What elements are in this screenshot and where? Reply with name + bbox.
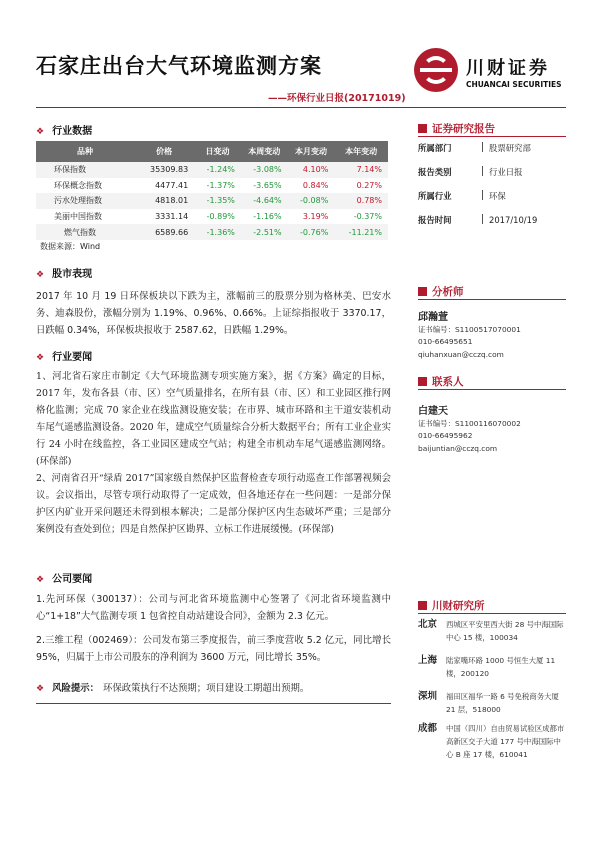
company-news-item-1: 1.先河环保（300137）：公司与河北省环境监测中心签署了《河北省环境监测中心“1+18”大气监测专项 1 包省控自动站建设合同》，金额为 2.3 亿元。 <box>36 594 391 622</box>
table-cell: -3.65% <box>253 180 282 190</box>
report-type-divider <box>418 136 566 137</box>
table-cell: -4.64% <box>241 193 288 209</box>
table-header-row <box>36 141 388 162</box>
info-key: 所属部门 <box>418 143 452 153</box>
table-cell: 美丽中国指数 <box>54 212 102 222</box>
table-cell: 6589.66 <box>134 224 194 240</box>
diamond-bullet-icon: ❖ <box>36 684 45 694</box>
table-cell: 7.14% <box>334 162 388 178</box>
footer-divider <box>36 703 391 704</box>
table-cell: 4477.41 <box>155 180 189 190</box>
table-cell: 燃气指数 <box>36 224 134 240</box>
risk-warning <box>36 680 309 694</box>
analyst-divider <box>418 299 566 300</box>
risk-text: 环保政策执行不达预期；项目建设工期超出预期。 <box>102 683 310 694</box>
info-value: 2017/10/19 <box>482 214 537 225</box>
logo-chinese-name: 川财证券 <box>466 58 550 79</box>
info-value: 行业日报 <box>482 166 523 178</box>
diamond-bullet-icon: ❖ <box>36 353 45 363</box>
office-address-shenzhen: 福田区福华一路 6 号免税商务大厦 21 层，518000 <box>446 692 559 714</box>
diamond-bullet-icon: ❖ <box>36 127 45 137</box>
table-row <box>36 224 388 240</box>
table-cell: 4818.01 <box>134 193 194 209</box>
table-cell: -1.37% <box>206 180 235 190</box>
table-row <box>36 162 388 178</box>
square-bullet-icon <box>418 124 427 133</box>
logo-english-name: CHUANCAI SECURITIES <box>466 80 562 89</box>
table-cell: -11.21% <box>334 224 388 240</box>
diamond-bullet-icon: ❖ <box>36 270 45 280</box>
analyst-name: 邱瀚萱 <box>418 312 448 323</box>
table-cell: -1.35% <box>194 193 241 209</box>
institute-divider <box>418 613 566 614</box>
stock-performance-paragraph: 2017 年 10 月 19 日环保板块以下跌为主，涨幅前三的股票分别为格林美、巴安水务、迪森股份，涨幅分别为 1.19%、0.96%、0.66%。上证综指报收于 3370.17，日跌幅 0.34%，环保板块报收于 2587.62，日跌幅 1.29%。 <box>36 291 391 336</box>
diamond-bullet-icon: ❖ <box>36 575 45 585</box>
table-cell: -0.37% <box>353 212 382 222</box>
report-subtitle: ——环保行业日报(20171019) <box>268 93 406 104</box>
square-bullet-icon <box>418 287 427 296</box>
info-value: 股票研究部 <box>482 142 531 154</box>
table-row <box>36 178 388 194</box>
contact-name: 白建天 <box>418 406 448 417</box>
square-bullet-icon <box>418 377 427 386</box>
office-city-shenzhen: 深圳 <box>418 691 438 702</box>
office-city-chengdu: 成都 <box>418 723 438 734</box>
table-header: 本年变动 <box>334 141 388 162</box>
section-company-news: ❖ 公司要闻 <box>36 574 93 585</box>
report-type-heading: 证券研究报告 <box>418 121 495 136</box>
table-cell: 3.19% <box>302 212 329 222</box>
institute-heading: 川财研究所 <box>418 598 485 613</box>
table-header: 本周变动 <box>241 141 288 162</box>
table-cell: -3.08% <box>241 162 288 178</box>
info-value: 环保 <box>482 190 506 202</box>
table-row <box>36 209 388 225</box>
company-news-item-2: 2.三维工程（002469）：公司发布第三季度报告，前三季度营收 5.2 亿元，同比增长 95%，归属于上市公司股东的净利润为 3600 万元，同比增长 35%。 <box>36 635 391 663</box>
data-source-note: 数据来源：Wind <box>40 242 101 251</box>
table-header: 本月变动 <box>288 141 335 162</box>
company-logo <box>414 48 564 94</box>
table-header: 日变动 <box>194 141 241 162</box>
table-cell: 35309.83 <box>134 162 194 178</box>
office-city-beijing: 北京 <box>418 619 438 630</box>
news-item-2: 2、河南省召开“绿盾 2017”国家级自然保护区监督检查专项行动巡查工作部署视频会议。会议指出，尽管专项行动取得了一定成效，但各地还存在一些问题：一是部分保护区内矿业开采问题还未得到根本解决；二是部分保护区内生态破坏严重；三是部分案例没有查处到位；四是自然保护区勘界、立标工作进展缓慢。(环保部) <box>36 473 391 535</box>
office-city-shanghai: 上海 <box>418 655 438 666</box>
table-cell: -1.36% <box>194 224 241 240</box>
table-cell: -0.89% <box>206 212 235 222</box>
contact-cert: 证书编号：S1100116070002 <box>418 419 521 428</box>
table-cell: -0.08% <box>288 193 335 209</box>
office-address-shanghai: 陆家嘴环路 1000 号恒生大厦 11 楼，200120 <box>446 656 556 678</box>
logo-mark-icon <box>414 48 458 92</box>
risk-label: 风险提示： <box>52 683 99 694</box>
table-row <box>36 193 388 209</box>
table-cell: -2.51% <box>241 224 288 240</box>
report-title: 石家庄出台大气环境监测方案 <box>36 53 322 78</box>
analyst-cert: 证书编号：S1100517070001 <box>418 325 521 334</box>
info-key: 所属行业 <box>418 191 452 201</box>
table-cell: -0.76% <box>288 224 335 240</box>
analyst-phone: 010-66495651 <box>418 337 473 346</box>
section-industry-data: ❖ 行业数据 <box>36 126 93 137</box>
table-cell: 环保概念指数 <box>54 180 102 190</box>
news-item-1: 1、河北省石家庄市制定《大气环境监测专项实施方案》，据《方案》确定的目标，2017 年，发布各县（市、区）空气质量排名，在所有县（市、区）和工业园区推行网格化监测；完成 70 家企业在线监测设施安装；在市界、城市环路和主干道安装机动车尾气遥感监测设备。2020 年，建成空气质量综合分析大数据平台；所有工业企业实行 24 小时在线监控，各工业园区建成空气站；构建全市机动车尾气遥感监测网络。(环保部) <box>36 371 391 467</box>
analyst-email[interactable]: qiuhanxuan@cczq.com <box>418 350 504 359</box>
table-cell: 污水处理指数 <box>36 193 134 209</box>
table-header: 价格 <box>134 141 194 162</box>
header-divider <box>36 107 566 108</box>
section-industry-news: ❖ 行业要闻 <box>36 352 93 363</box>
info-key: 报告时间 <box>418 215 452 225</box>
table-cell: 0.78% <box>334 193 388 209</box>
table-cell: 环保指数 <box>36 162 134 178</box>
table-cell: 0.27% <box>356 180 382 190</box>
table-cell: -1.16% <box>253 212 282 222</box>
contact-heading: 联系人 <box>418 374 464 389</box>
table-header: 品种 <box>36 141 134 162</box>
square-bullet-icon <box>418 601 427 610</box>
index-table <box>36 141 388 240</box>
section-stock-performance: ❖ 股市表现 <box>36 269 93 280</box>
office-address-chengdu: 中国（四川）自由贸易试验区成都市高新区交子大道 177 号中海国际中心 B 座 17 楼，610041 <box>446 724 565 759</box>
contact-divider <box>418 389 566 390</box>
contact-phone: 010-66495962 <box>418 431 473 440</box>
table-cell: 4.10% <box>288 162 335 178</box>
analyst-heading: 分析师 <box>418 284 464 299</box>
table-cell: 0.84% <box>302 180 329 190</box>
contact-email[interactable]: baijuntian@cczq.com <box>418 444 498 453</box>
table-cell: -1.24% <box>194 162 241 178</box>
office-address-beijing: 西城区平安里西大街 28 号中海国际中心 15 楼，100034 <box>446 620 564 642</box>
info-key: 报告类别 <box>418 167 452 177</box>
table-cell: 3331.14 <box>155 212 189 222</box>
